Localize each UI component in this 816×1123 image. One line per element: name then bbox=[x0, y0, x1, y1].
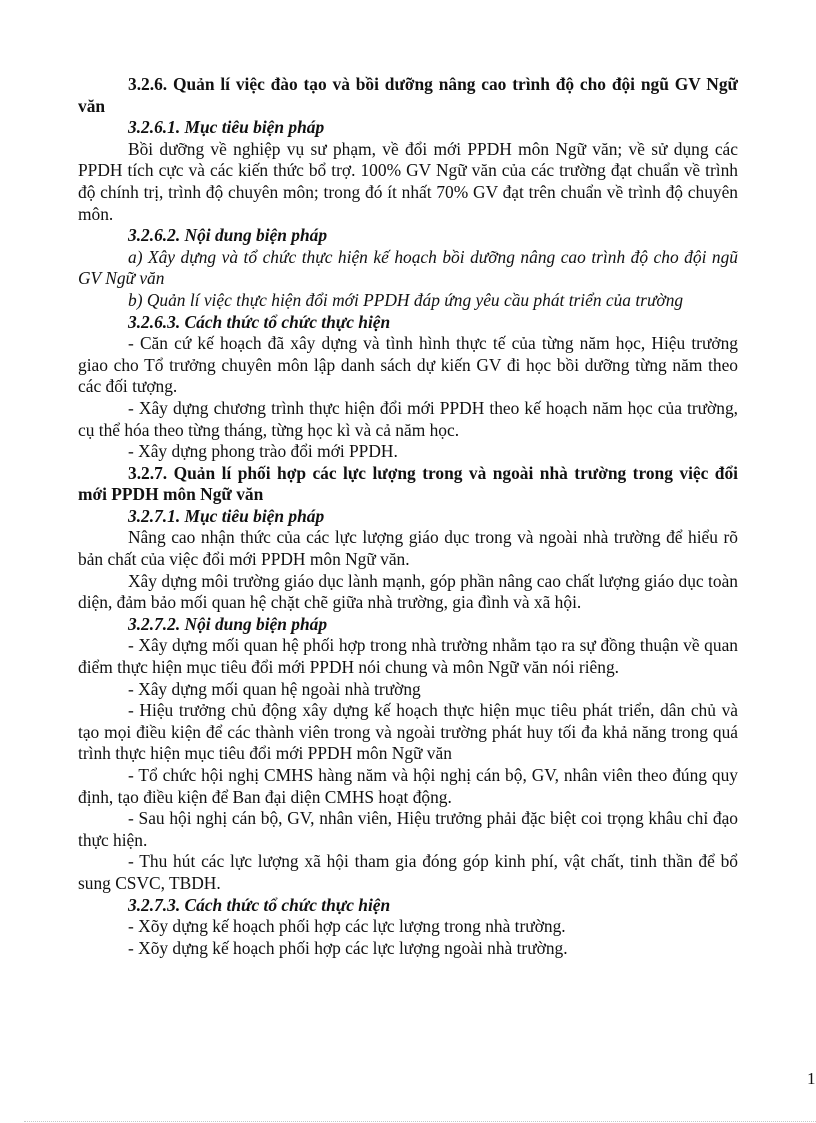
page-number: 1 bbox=[807, 1069, 816, 1088]
paragraph: Bồi dưỡng về nghiệp vụ sư phạm, về đổi mới PPDH môn Ngữ văn; về sử dụng các PPDH tích cực và các kiến thức bổ trợ. 100% GV Ngữ văn của các trường đạt chuẩn về trình độ chính trị, trình độ chuyên môn; trong đó ít nhất 70% GV đạt trên chuẩn về trình độ chuyên môn. bbox=[78, 138, 738, 224]
bullet-paragraph: - Xây dựng phong trào đổi mới PPDH. bbox=[128, 441, 398, 462]
heading-3-2-6: 3.2.6. Quản lí việc đào tạo và bồi dưỡng nâng cao trình độ cho đội ngũ GV Ngữ văn bbox=[78, 74, 738, 116]
paragraph: Xây dựng môi trường giáo dục lành mạnh, góp phần nâng cao chất lượng giáo dục toàn diện, đảm bảo mối quan hệ chặt chẽ giữa nhà trường, gia đình và xã hội. bbox=[78, 570, 738, 613]
bullet-paragraph: - Xõy dựng kế hoạch phối hợp các lực lượng trong nhà trường. bbox=[128, 916, 566, 937]
subheading-3-2-6-1: 3.2.6.1. Mục tiêu biện pháp bbox=[128, 117, 325, 138]
bullet-paragraph: - Xây dựng mối quan hệ phối hợp trong nhà trường nhằm tạo ra sự đồng thuận về quan điểm thực hiện mục tiêu đổi mới PPDH nói chung và môn Ngữ văn nói riêng. bbox=[78, 635, 738, 678]
subheading-3-2-7-2: 3.2.7.2. Nội dung biện pháp bbox=[128, 613, 328, 634]
bullet-paragraph: - Hiệu trưởng chủ động xây dựng kế hoạch thực hiện mục tiêu phát triển, dân chủ và tạo mọi điều kiện để các thành viên trong và ngoài trường phát huy tối đa khả năng trong quá trình thực hiện mục tiêu đổi mới PPDH môn Ngữ văn bbox=[78, 700, 738, 764]
subheading-3-2-7-3: 3.2.7.3. Cách thức tổ chức thực hiện bbox=[128, 894, 391, 915]
page-bottom-divider bbox=[24, 1121, 816, 1122]
document-page bbox=[78, 74, 738, 959]
bullet-paragraph: - Xõy dựng kế hoạch phối hợp các lực lượng ngoài nhà trường. bbox=[128, 937, 568, 958]
bullet-paragraph: - Sau hội nghị cán bộ, GV, nhân viên, Hiệu trưởng phải đặc biệt coi trọng khâu chỉ đạo thực hiện. bbox=[78, 808, 738, 850]
italic-item-a: a) Xây dựng và tổ chức thực hiện kế hoạch bồi dưỡng nâng cao trình độ cho đội ngũ GV Ngữ văn bbox=[78, 246, 738, 289]
bullet-paragraph: - Thu hút các lực lượng xã hội tham gia đóng góp kinh phí, vật chất, tinh thần để bổ sung CSVC, TBDH. bbox=[78, 851, 738, 893]
paragraph: Nâng cao nhận thức của các lực lượng giáo dục trong và ngoài nhà trường để hiểu rõ bản chất của việc đổi mới PPDH môn Ngữ văn. bbox=[78, 527, 738, 570]
subheading-3-2-6-3: 3.2.6.3. Cách thức tổ chức thực hiện bbox=[128, 311, 391, 332]
bullet-paragraph: - Căn cứ kế hoạch đã xây dựng và tình hình thực tế của từng năm học, Hiệu trưởng giao cho Tổ trưởng chuyên môn lập danh sách dự kiến GV đi học bồi dưỡng từng năm theo các đối tượng. bbox=[78, 333, 738, 397]
italic-item-b: b) Quản lí việc thực hiện đổi mới PPDH đáp ứng yêu cầu phát triển của trường bbox=[128, 289, 684, 310]
subheading-3-2-7-1: 3.2.7.1. Mục tiêu biện pháp bbox=[128, 505, 325, 526]
bullet-paragraph: - Xây dựng mối quan hệ ngoài nhà trường bbox=[128, 678, 421, 699]
heading-3-2-7: 3.2.7. Quản lí phối hợp các lực lượng trong và ngoài nhà trường trong việc đổi mới PPDH môn Ngữ văn bbox=[78, 462, 738, 505]
bullet-paragraph: - Xây dựng chương trình thực hiện đổi mới PPDH theo kế hoạch năm học của trường, cụ thể hóa theo từng tháng, từng học kì và cả năm học. bbox=[78, 397, 738, 440]
subheading-3-2-6-2: 3.2.6.2. Nội dung biện pháp bbox=[128, 225, 328, 246]
bullet-paragraph: - Tổ chức hội nghị CMHS hàng năm và hội nghị cán bộ, GV, nhân viên theo đúng quy định, tạo điều kiện để Ban đại diện CMHS hoạt động. bbox=[78, 765, 738, 807]
